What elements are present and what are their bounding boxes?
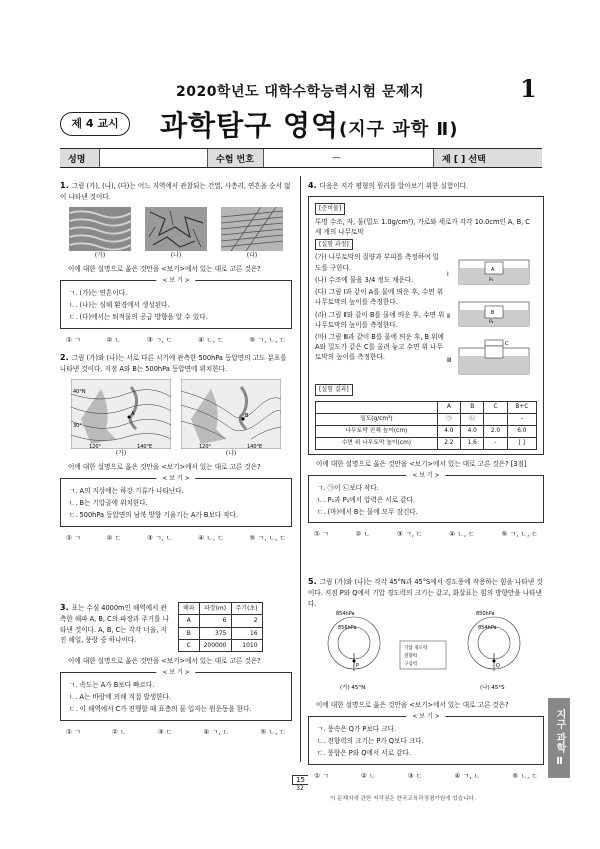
exam-number-label: 수험 번호 <box>208 149 264 167</box>
q4-fig-1: Ⅰ <box>447 271 449 279</box>
q4-p2: P₂ <box>489 320 494 326</box>
q5-caption-na: (나) 45°S <box>480 684 505 691</box>
q4-block-b: B <box>491 310 495 317</box>
q2-point-b: B <box>245 412 249 419</box>
q5-text: 그림 (가)와 (나)는 각각 45°N과 45°S에서 경도풍에 작용하는 힘을 나타낸 것이다. 지점 P와 Q에서 기압 경도력의 크기는 같고, 화살표는 힘의 방향만을 나타낸다. <box>308 578 543 608</box>
subject-side-tab: 지구 과학 Ⅱ <box>548 698 570 778</box>
q4-proc-label: [실험 과정] <box>315 239 353 250</box>
q4-res-th: A <box>437 401 460 413</box>
q3-bogi-item: ㄱ. 속도는 A가 B보다 빠르다. <box>69 681 155 690</box>
q2-caption-na: (나) <box>225 449 237 457</box>
q5-point-q: Q <box>496 662 500 669</box>
q4-step: (다) 그림 Ⅰ과 같이 A를 물에 띄운 후, 수면 위 나무토막의 높이를 측정한다. <box>315 288 444 307</box>
q4-block-a: A <box>491 267 495 274</box>
q4-figures <box>445 252 535 382</box>
q3-bogi-label: < 보 기 > <box>156 668 195 677</box>
q3-choice-3[interactable]: ③ ㄷ <box>157 727 173 736</box>
table-row <box>316 437 537 449</box>
q1-ask: 이에 대한 설명으로 옳은 것만을 <보기>에서 있는 대로 고른 것은? <box>68 264 261 273</box>
q5-bogi-item: ㄱ. 풍속은 Q가 P보다 크다. <box>317 725 397 734</box>
q4-choice-3[interactable]: ③ ㄱ, ㄷ <box>396 530 423 539</box>
page-counter <box>280 775 320 792</box>
table-row <box>316 413 537 425</box>
q1-choice-4[interactable]: ④ ㄴ, ㄷ <box>198 335 224 344</box>
q4-result-table <box>315 401 537 450</box>
q1-text: 그림 (가), (나), (다)는 어느 지역에서 관찰되는 건열, 사층리, 연흔을 순서 없이 나타낸 것이다. <box>60 182 291 202</box>
q4-res-cell: 4.0 <box>437 425 460 437</box>
q4-choice-1[interactable]: ① ㄱ <box>314 530 329 539</box>
q4-steps-area <box>315 252 537 382</box>
q5-choice-1[interactable]: ① ㄱ <box>314 771 329 780</box>
q4-res-cell <box>484 413 507 425</box>
q3-cell: 6 <box>199 615 231 627</box>
q3-cell: B <box>179 627 200 639</box>
q5-choice-5[interactable]: ⑤ ㄴ, ㄷ <box>512 771 538 780</box>
q1-number: 1. <box>60 181 69 190</box>
q5-isobar-854b: 854hPa <box>478 624 497 631</box>
q2-bogi-item: ㄷ. 500hPa 등압면의 남북 방향 기울기는 A가 B보다 작다. <box>69 510 239 519</box>
q5-legend-centripetal: 구심력 <box>404 661 418 667</box>
q4-number: 4. <box>308 181 317 190</box>
q4-choice-5[interactable]: ⑤ ㄱ, ㄴ, ㄷ <box>501 530 538 539</box>
q1-choice-1[interactable]: ① ㄱ <box>66 335 81 344</box>
q2-map-lon-2: 140°E <box>137 443 153 449</box>
q4-bogi-item: ㄷ. (마)에서 B는 물에 모두 잠긴다. <box>317 507 418 516</box>
selection-label: 제 [ ] 선택 <box>434 149 542 167</box>
q3-text: 표는 수심 4000m인 해역에서 관측한 해파 A, B, C의 파장과 주기를 나타낸 것이다. A, B, C는 각각 너울, 지진 해일, 풍랑 중 하나이다. <box>60 604 169 644</box>
page-current: 15 <box>292 775 308 785</box>
q4-fig-3: Ⅲ <box>447 357 452 365</box>
q4-choice-4[interactable]: ④ ㄴ, ㄷ <box>449 530 475 539</box>
page-number: 1 <box>520 74 537 103</box>
q1-image-da <box>221 207 283 251</box>
q5-point-p: P <box>356 662 360 669</box>
q4-choice-2[interactable]: ② ㄴ <box>355 530 371 539</box>
q5-choice-2[interactable]: ② ㄴ <box>360 771 376 780</box>
question-2 <box>60 352 292 543</box>
question-1 <box>60 180 292 345</box>
q5-choice-4[interactable]: ④ ㄱ, ㄴ <box>454 771 481 780</box>
q4-res-cell: 나무토막 전체 높이(cm) <box>316 425 438 437</box>
q1-choice-2[interactable]: ② ㄴ <box>106 335 122 344</box>
q2-choice-5[interactable]: ⑤ ㄱ, ㄴ, ㄷ <box>249 533 286 542</box>
q4-step: (라) 그림 Ⅱ와 같이 B를 물에 띄운 후, 수면 위 나무토막의 높이를 측정한다. <box>315 310 445 329</box>
q3-number: 3. <box>60 603 69 612</box>
q4-bogi-item: ㄱ. ㉠이 ㉡보다 작다. <box>317 483 379 492</box>
q1-choices <box>60 335 292 346</box>
q4-steps <box>315 252 445 382</box>
subject-title <box>160 104 458 144</box>
q5-legend-coriolis: 전향력 <box>404 653 418 659</box>
q1-bogi-label: < 보 기 > <box>156 276 195 285</box>
q2-choice-2[interactable]: ② ㄷ <box>106 533 122 542</box>
q1-choice-3[interactable]: ③ ㄱ, ㄷ <box>146 335 173 344</box>
q4-prep: 투명 수조, 자, 물(밀도 1.0g/cm³), 가로와 세로가 각각 10.0cm인 A, B, C 세 개의 나무토막 <box>315 217 530 236</box>
q2-choice-4[interactable]: ④ ㄴ, ㄷ <box>198 533 224 542</box>
q4-block-c: C <box>505 341 509 348</box>
column-divider <box>300 176 301 762</box>
q2-text: 그림 (가)와 (나)는 서로 다른 시기에 관측한 500hPa 등압면의 고도 분포를 나타낸 것이다. 지점 A와 B는 500hPa 등압면에 위치한다. <box>60 354 287 374</box>
q5-isobar-854: 854hPa <box>336 610 355 617</box>
q5-caption-ga: (가) 45°N <box>340 684 366 691</box>
name-label: 성명 <box>60 149 100 167</box>
q5-bogi-box <box>308 713 544 765</box>
q2-map-ga <box>71 379 171 449</box>
q2-map-na <box>181 379 281 449</box>
q2-bogi-box <box>60 475 292 527</box>
q4-res-cell: 6.0 <box>507 425 536 437</box>
q3-choices <box>60 727 292 738</box>
q1-choice-5[interactable]: ⑤ ㄱ, ㄴ, ㄷ <box>249 335 286 344</box>
q2-maps <box>60 379 292 449</box>
q4-res-cell: [ ] <box>507 437 536 449</box>
q4-res-cell: 2.0 <box>484 425 507 437</box>
exam-number-dash: — <box>332 153 341 163</box>
exam-title: 2020학년도 대학수학능력시험 문제지 <box>175 84 425 100</box>
q4-step: (가) 나무토막의 질량과 부피를 측정하여 밀도를 구한다. <box>315 253 439 272</box>
q4-step: (마) 그림 Ⅲ과 같이 B를 물에 띄운 후, B 위에 A와 밀도가 같은 C를 올려 놓고 수면 위 나무토막의 높이를 측정한다. <box>315 332 444 362</box>
period-badge: 제 4 교시 <box>60 112 130 136</box>
question-5 <box>308 576 544 781</box>
subject-main: 과학탐구 영역 <box>160 109 340 142</box>
q4-result-label: [실험 결과] <box>315 384 353 395</box>
q5-choices <box>308 771 544 782</box>
q3-bogi-box <box>60 669 292 721</box>
q2-bogi-label: < 보 기 > <box>156 474 195 483</box>
name-field[interactable] <box>100 149 208 167</box>
q1-bogi-box <box>60 277 292 329</box>
q3-cell: 200000 <box>199 639 231 651</box>
q3-bogi-item: ㄷ. 이 해역에서 C가 진행할 때 표층의 물 입자는 원운동을 한다. <box>69 705 252 714</box>
q1-bogi-item: ㄷ. (다)에서는 퇴적물의 공급 방향을 알 수 있다. <box>69 312 208 321</box>
q2-ask: 이에 대한 설명으로 옳은 것만을 <보기>에서 있는 대로 고른 것은? <box>68 462 261 471</box>
q2-map-lon-3: 120° <box>199 443 212 449</box>
q3-choice-2[interactable]: ② ㄴ <box>111 727 127 736</box>
q4-choices <box>308 529 544 540</box>
q4-res-th: B <box>461 401 484 413</box>
q3-cell: 375 <box>199 627 231 639</box>
q1-image-ga <box>69 207 131 251</box>
q4-res-th: B+C <box>507 401 536 413</box>
q4-text: 다음은 지각 평형의 원리를 알아보기 위한 실험이다. <box>319 182 469 190</box>
q3-bogi-item: ㄴ. A는 바람에 의해 직접 발생한다. <box>69 693 171 702</box>
q3-cell: 2 <box>231 615 262 627</box>
q5-legend-pgf: 기압 경도력 <box>404 645 428 651</box>
q3-cell: 1010 <box>231 639 262 651</box>
question-3 <box>60 602 292 738</box>
q4-res-cell: - <box>507 413 536 425</box>
q1-caption-na: (나) <box>170 251 182 259</box>
q1-caption-da: (다) <box>246 251 258 259</box>
q4-res-th: C <box>484 401 507 413</box>
q5-bogi-item: ㄷ. 풍향은 P와 Q에서 서로 같다. <box>317 748 411 757</box>
exam-number-field[interactable] <box>264 149 434 167</box>
q4-p1: P₁ <box>489 278 494 284</box>
q2-choice-1[interactable]: ① ㄱ <box>66 533 81 542</box>
q4-prep-label: [준비물] <box>315 203 345 214</box>
q3-th: 파장(m) <box>199 603 231 615</box>
q4-res-cell: ㉡ <box>461 413 484 425</box>
table-row <box>179 615 263 627</box>
q2-captions <box>60 449 292 458</box>
q4-res-cell: 1.6 <box>461 437 484 449</box>
q2-choice-3[interactable]: ③ ㄱ, ㄴ <box>146 533 173 542</box>
q4-res-cell: - <box>484 437 507 449</box>
q2-bogi-item: ㄱ. A의 지상에는 하강 기류가 나타난다. <box>69 487 184 496</box>
q2-map-lat-n: 40°N <box>73 388 86 395</box>
subject-sub: (지구 과학 Ⅱ) <box>339 119 459 140</box>
q2-choices <box>60 533 292 544</box>
q5-isobar-856: 856hPa <box>338 624 357 631</box>
q2-bogi-item: ㄴ. B는 기압골에 위치한다. <box>69 498 148 507</box>
q3-choice-1[interactable]: ① ㄱ <box>66 727 81 736</box>
q4-bogi-label: < 보 기 > <box>406 471 445 480</box>
q4-res-cell: 2.2 <box>437 437 460 449</box>
q2-point-a: A <box>131 410 135 417</box>
q3-cell: 16 <box>231 627 262 639</box>
q2-map-lat-s: 30° <box>73 422 82 429</box>
candidate-info-bar <box>60 148 542 168</box>
q5-bogi-label: < 보 기 > <box>406 712 445 721</box>
q1-captions <box>60 251 292 260</box>
q5-choice-3[interactable]: ③ ㄷ <box>407 771 423 780</box>
q3-cell: C <box>179 639 200 651</box>
q4-fig-2: Ⅱ <box>447 313 450 321</box>
q5-bogi-item: ㄴ. 전향력의 크기는 P가 Q보다 크다. <box>317 737 424 746</box>
table-row <box>179 639 263 651</box>
q5-ask: 이에 대한 설명으로 옳은 것만을 <보기>에서 있는 대로 고른 것은? <box>316 701 509 710</box>
q1-bogi-item: ㄱ. (가)는 연흔이다. <box>69 289 128 298</box>
q3-th: 주기(초) <box>231 603 262 615</box>
q3-wave-table <box>178 602 263 652</box>
q4-bogi-box <box>308 471 544 524</box>
q4-res-th <box>316 401 438 413</box>
q2-map-lon-4: 140°E <box>247 443 263 449</box>
table-row <box>316 425 537 437</box>
copyright-note: 이 문제지에 관한 저작권은 한국교육과정평가원에 있습니다. <box>330 796 476 802</box>
q4-step: (나) 수조에 물을 3/4 정도 채운다. <box>315 275 414 284</box>
q4-res-cell: 밀도(g/cm³) <box>316 413 438 425</box>
question-4 <box>308 180 544 540</box>
q4-ask: 이에 대한 설명으로 옳은 것만을 <보기>에서 있는 대로 고른 것은? [3점] <box>316 459 527 468</box>
page-total: 32 <box>296 785 304 792</box>
q4-res-cell: 수면 위 나무토막 높이(cm) <box>316 437 438 449</box>
q4-res-cell: 4.0 <box>461 425 484 437</box>
q5-figure <box>308 609 544 693</box>
q3-th: 해파 <box>179 603 200 615</box>
q2-number: 2. <box>60 353 69 362</box>
q2-map-lon-1: 120° <box>89 443 102 449</box>
q3-choice-4[interactable]: ④ ㄱ, ㄴ <box>203 727 230 736</box>
q5-isobar-850: 850hPa <box>476 610 495 617</box>
q3-choice-5[interactable]: ⑤ ㄴ, ㄷ <box>260 727 286 736</box>
q3-ask: 이에 대한 설명으로 옳은 것만을 <보기>에서 있는 대로 고른 것은? <box>68 657 261 666</box>
q4-experiment-box <box>308 196 544 454</box>
q1-image-na <box>145 207 207 251</box>
q1-caption-ga: (가) <box>94 251 106 259</box>
q1-images <box>60 207 292 251</box>
q5-number: 5. <box>308 577 317 586</box>
q4-bogi-item: ㄴ. P₁과 P₂에서 압력은 서로 같다. <box>317 495 415 504</box>
table-row <box>179 627 263 639</box>
q4-res-cell: ㉠ <box>437 413 460 425</box>
q2-caption-ga: (가) <box>115 449 127 457</box>
q1-bogi-item: ㄴ. (나)는 심해 환경에서 생성된다. <box>69 300 170 309</box>
q3-cell: A <box>179 615 200 627</box>
